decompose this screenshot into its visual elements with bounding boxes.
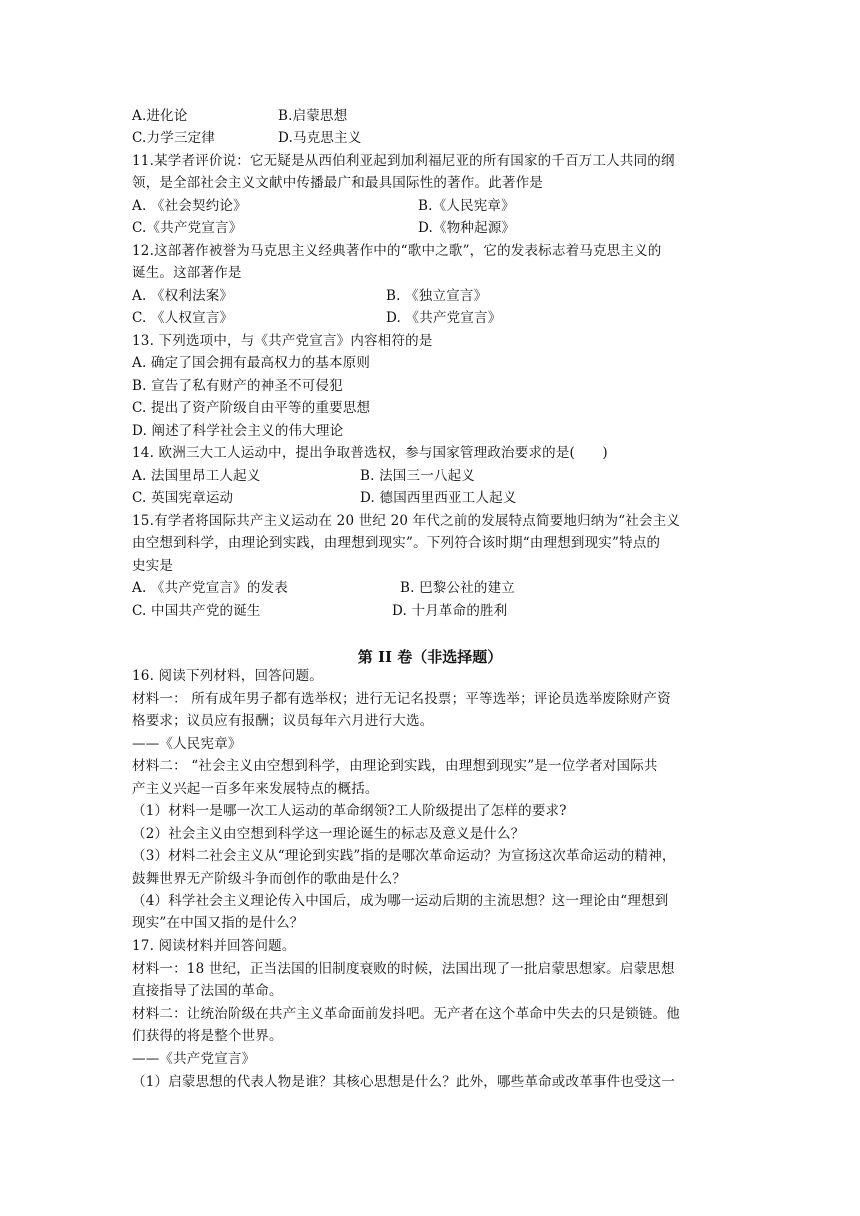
option-b: D. 《共产党宣言》 [386,310,502,326]
question-line: C. 提出了资产阶级自由平等的重要思想 [132,400,371,416]
text-line: （4）科学社会主义理论传入中国后，成为哪一运动后期的主流思想？这一理论由“理想到 [132,893,669,909]
option-b: B. 法国三一八起义 [360,468,476,484]
option-row [132,600,742,622]
text-line: 鼓舞世界无产阶级斗争而创作的歌曲是什么？ [132,871,406,887]
question-line: 11.某学者评价说：它无疑是从西伯利亚起到加利福尼亚的所有国家的千百万工人共同的纲 [132,153,675,169]
option-a: A.进化论 [132,108,188,124]
option-a: C. 英国宪章运动 [132,490,234,506]
text-line: 材料二：让统治阶级在共产主义革命面前发抖吧。无产者在这个革命中失去的只是锁链。他 [132,1006,680,1022]
question-line: 13. 下列选项中，与《共产党宣言》内容相符的是 [132,333,433,349]
text-line: 材料二： “社会主义由空想到科学，由理论到实践，由理想到现实”是一位学者对国际共 [132,758,658,774]
option-row [132,127,742,149]
question-line: A. 确定了国会拥有最高权力的基本原则 [132,355,371,371]
text-line: 现实”在中国又指的是什么？ [132,915,304,931]
option-row [132,195,742,217]
option-row [132,217,742,239]
option-a: C.《共产党宣言》 [132,220,243,236]
option-a: C. 《人权宣言》 [132,310,234,326]
text-line: 格要求；议员应有报酬；议员每年六月进行大选。 [132,713,434,729]
question-line: 14. 欧洲三大工人运动中，提出争取普选权，参与国家管理政治要求的是( ) [132,445,608,461]
text-line: 材料一： 所有成年男子都有选举权；进行无记名投票；平等选举；评论员选举废除财产资 [132,691,671,707]
option-a: A. 《权利法案》 [132,288,234,304]
option-b: B.《人民宪章》 [418,198,515,214]
option-b: B.启蒙思想 [278,108,348,124]
option-b: D.马克思主义 [278,130,362,146]
question-line: 领，是全部社会主义文献中传播最广和最具国际性的著作。此著作是 [132,175,543,191]
text-line: （2）社会主义由空想到科学这一理论诞生的标志及意义是什么？ [132,826,525,842]
option-b: B. 巴黎公社的建立 [400,580,516,596]
text-line: （1）材料一是哪一次工人运动的革命纲领?工人阶级提出了怎样的要求? [132,803,567,819]
option-a: C. 中国共产党的诞生 [132,603,261,619]
question-line: 由空想到科学，由理论到实践，由理想到现实”。下列符合该时期“由理想到现实”特点的 [132,535,661,551]
text-line: （1）启蒙思想的代表人物是谁？其核心思想是什么？此外，哪些革命或改革事件也受这一 [132,1074,676,1090]
option-b: D. 十月革命的胜利 [392,603,508,619]
text-line: 17. 阅读材料并回答问题。 [132,938,296,954]
question-line: 诞生。这部著作是 [132,265,242,281]
option-row [132,465,742,487]
option-a: C.力学三定律 [132,130,216,146]
question-line: D. 阐述了科学社会主义的伟大理论 [132,423,344,439]
option-b: D. 德国西里西亚工人起义 [360,490,517,506]
option-row [132,105,742,127]
question-line: 史实是 [132,558,174,574]
option-row [132,307,742,329]
option-b: D.《物种起源》 [418,220,516,236]
text-line: ——《共产党宣言》 [132,1051,256,1067]
text-line: 直接指导了法国的革命。 [132,983,283,999]
option-a: A. 《共产党宣言》的发表 [132,580,288,596]
question-line: 15.有学者将国际共产主义运动在 20 世纪 20 年代之前的发展特点简要地归纳为“社会主义 [132,513,681,529]
question-line: 12.这部著作被誉为马克思主义经典著作中的“歌中之歌”，它的发表标志着马克思主义的 [132,243,662,259]
option-row [132,577,742,599]
option-row [132,487,742,509]
text-line: 16. 阅读下列材料，回答问题。 [132,668,323,684]
text-line: 材料一：18 世纪，正当法国的旧制度衰败的时候，法国出现了一批启蒙思想家。启蒙思想 [132,961,675,977]
option-a: A. 法国里昂工人起义 [132,468,261,484]
text-line: 产主义兴起一百多年来发展特点的概括。 [132,781,379,797]
option-row [132,285,742,307]
question-line: B. 宣告了私有财产的神圣不可侵犯 [132,378,343,394]
section-title: 第 II 卷（非选择题） [357,648,503,666]
text-line: ——《人民宪章》 [132,736,242,752]
option-a: A. 《社会契约论》 [132,198,247,214]
option-b: B. 《独立宣言》 [386,288,488,304]
text-line: （3）材料二社会主义从“理论到实践”指的是哪次革命运动？为宣扬这次革命运动的精神， [132,848,676,864]
text-line: 们获得的将是整个世界。 [132,1028,283,1044]
